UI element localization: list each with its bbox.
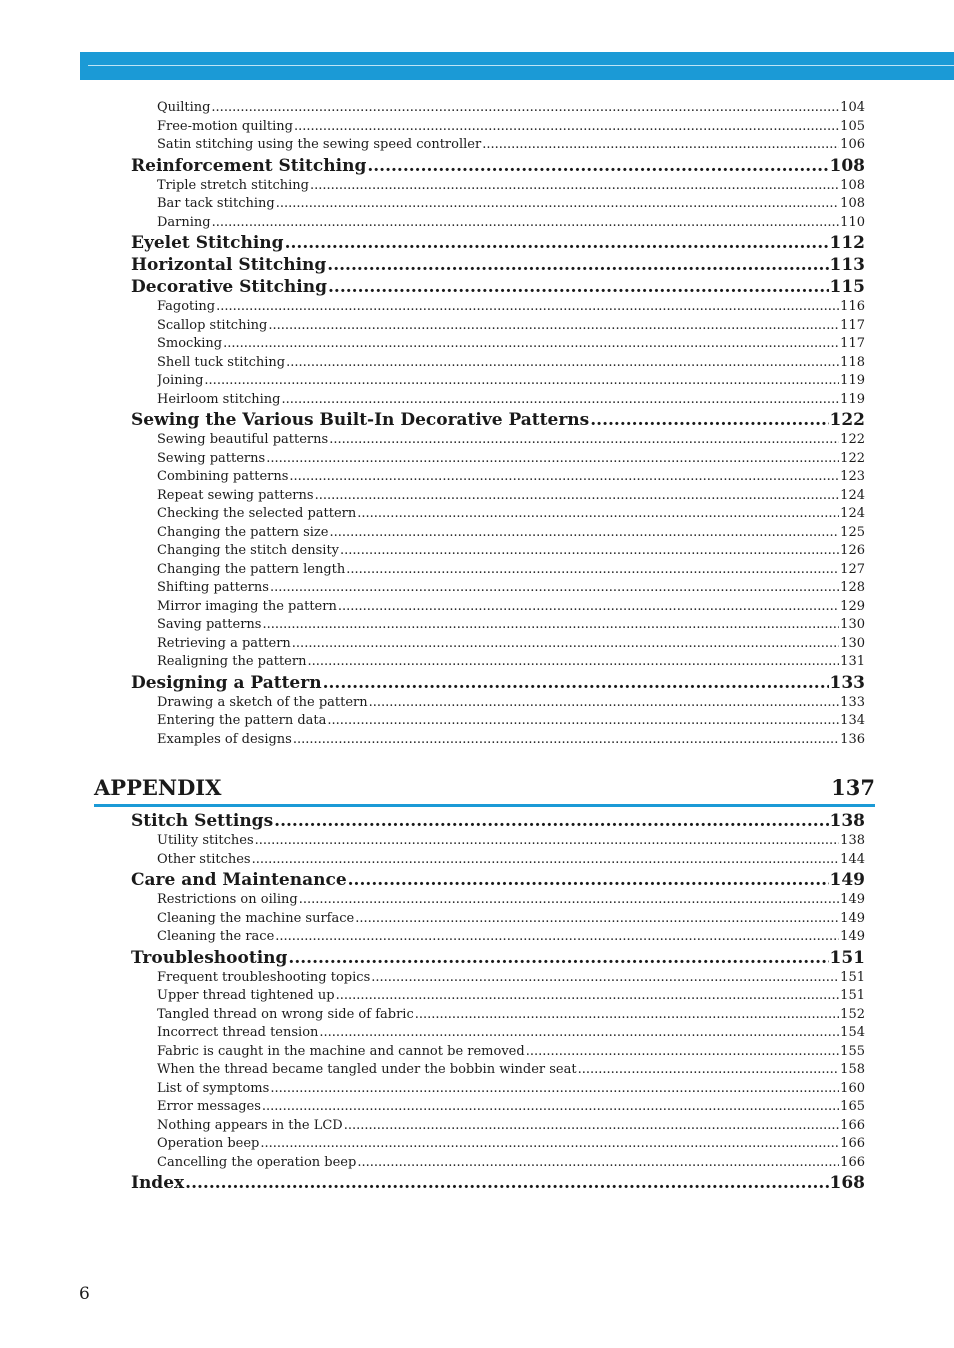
toc-entry-page: 127 xyxy=(840,561,865,577)
appendix-heading[interactable] xyxy=(94,770,875,807)
toc-entry-page: 149 xyxy=(840,892,865,907)
toc-entry-title: Eyelet Stitching xyxy=(131,233,284,253)
toc-leader-dots xyxy=(294,119,839,134)
toc-entry-page: 134 xyxy=(840,713,865,728)
toc-leader-dots xyxy=(310,178,839,193)
toc-entry[interactable] xyxy=(157,713,865,732)
toc-entry-title: Tangled thread on wrong side of fabric xyxy=(157,1006,414,1022)
toc-entry-title: Scallop stitching xyxy=(157,317,268,333)
header-band xyxy=(80,52,954,80)
toc-entry-title: Entering the pattern data xyxy=(157,713,327,728)
toc-leader-dots xyxy=(590,410,828,430)
toc-leader-dots xyxy=(355,911,839,926)
toc-entry-page: 151 xyxy=(840,969,865,985)
toc-leader-dots xyxy=(185,1173,828,1193)
toc-leader-dots xyxy=(344,1118,839,1133)
toc-entry[interactable] xyxy=(157,654,865,673)
toc-entry[interactable] xyxy=(157,451,865,470)
toc-chapter-entry[interactable] xyxy=(131,811,865,833)
toc-entry-page: 129 xyxy=(840,598,865,614)
toc-entry-page: 119 xyxy=(840,391,865,407)
toc-entry-page: 158 xyxy=(840,1062,865,1077)
toc-leader-dots xyxy=(367,156,828,176)
toc-entry[interactable] xyxy=(157,469,865,488)
toc-entry-title: Utility stitches xyxy=(157,833,254,848)
toc-entry-page: 116 xyxy=(840,299,865,314)
toc-entry-title: Realigning the pattern xyxy=(157,654,307,669)
toc-chapter-entry[interactable] xyxy=(131,233,865,255)
toc-entry-title: Repeat sewing patterns xyxy=(157,487,314,503)
toc-entry[interactable] xyxy=(157,1025,865,1044)
toc-leader-dots xyxy=(526,1044,839,1059)
toc-entry-title: Changing the pattern length xyxy=(157,561,346,577)
toc-leader-dots xyxy=(266,451,839,466)
toc-entry-title: Joining xyxy=(157,373,204,388)
toc-entry-page: 138 xyxy=(829,811,865,831)
toc-leader-dots xyxy=(357,1155,839,1170)
toc-entry[interactable] xyxy=(157,617,865,636)
toc-entry-page: 130 xyxy=(840,635,865,651)
toc-entry-page: 123 xyxy=(840,469,865,484)
toc-leader-dots xyxy=(260,1136,839,1151)
toc-entry-title: Error messages xyxy=(157,1099,261,1114)
toc-leader-dots xyxy=(328,277,829,297)
toc-entry-title: Horizontal Stitching xyxy=(131,255,327,275)
toc-leader-dots xyxy=(299,892,839,907)
toc-entry-title: Triple stretch stitching xyxy=(157,177,309,193)
toc-entry[interactable] xyxy=(157,525,865,544)
toc-leader-dots xyxy=(285,233,829,253)
toc-entry[interactable] xyxy=(157,119,865,138)
toc-leader-dots xyxy=(357,506,839,521)
toc-entry-page: 108 xyxy=(840,177,865,193)
toc-entry-page: 155 xyxy=(840,1043,865,1059)
toc-entry[interactable] xyxy=(157,336,865,355)
toc-entry-title: Upper thread tightened up xyxy=(157,988,335,1003)
toc-section-continued xyxy=(0,100,954,750)
toc-leader-dots xyxy=(270,1081,839,1096)
page-number: 6 xyxy=(79,1284,90,1304)
toc-leader-dots xyxy=(274,811,828,831)
toc-entry-page: 125 xyxy=(840,524,865,540)
toc-entry[interactable] xyxy=(157,562,865,581)
toc-entry-title: Index xyxy=(131,1173,185,1193)
toc-entry[interactable] xyxy=(157,1044,865,1063)
toc-entry-page: 110 xyxy=(840,214,865,230)
toc-entry-page: 149 xyxy=(829,870,865,890)
toc-entry[interactable] xyxy=(157,1099,865,1118)
toc-entry-page: 122 xyxy=(840,432,865,447)
toc-entry[interactable] xyxy=(157,599,865,618)
toc-leader-dots xyxy=(340,543,839,558)
toc-leader-dots xyxy=(211,100,839,115)
toc-entry[interactable] xyxy=(157,988,865,1007)
toc-entry[interactable] xyxy=(157,833,865,852)
header-band-stripe xyxy=(88,65,954,66)
toc-leader-dots xyxy=(255,833,840,848)
toc-leader-dots xyxy=(289,469,839,484)
toc-entry-title: Sewing the Various Built-In Decorative Patterns xyxy=(131,410,590,430)
toc-entry[interactable] xyxy=(157,137,865,156)
toc-entry[interactable] xyxy=(157,1155,865,1174)
toc-leader-dots xyxy=(371,970,839,985)
toc-entry-title: Examples of designs xyxy=(157,731,292,747)
toc-leader-dots xyxy=(288,948,828,968)
toc-leader-dots xyxy=(204,373,839,388)
toc-leader-dots xyxy=(338,599,839,614)
toc-entry-title: Darning xyxy=(157,214,211,230)
toc-entry[interactable] xyxy=(157,732,865,751)
toc-entry-title: Shell tuck stitching xyxy=(157,354,286,370)
toc-entry-title: List of symptoms xyxy=(157,1080,270,1096)
toc-entry[interactable] xyxy=(157,911,865,930)
toc-entry-page: 166 xyxy=(840,1136,865,1151)
toc-entry-title: Retrieving a pattern xyxy=(157,635,291,651)
toc-entry[interactable] xyxy=(157,1062,865,1081)
toc-leader-dots xyxy=(336,988,840,1003)
toc-entry-title: Bar tack stitching xyxy=(157,196,275,211)
toc-leader-dots xyxy=(268,318,839,333)
toc-chapter-entry[interactable] xyxy=(131,870,865,892)
toc-leader-dots xyxy=(262,1099,839,1114)
toc-entry-page: 124 xyxy=(840,487,865,503)
toc-entry-title: Reinforcement Stitching xyxy=(131,155,367,176)
toc-entry[interactable] xyxy=(157,373,865,392)
toc-entry-page: 130 xyxy=(840,617,865,632)
toc-entry[interactable] xyxy=(157,215,865,234)
toc-chapter-entry[interactable] xyxy=(131,255,865,277)
toc-leader-dots xyxy=(212,215,840,230)
toc-entry-title: Frequent troubleshooting topics xyxy=(157,969,371,985)
toc-entry[interactable] xyxy=(157,1007,865,1026)
toc-entry-page: 112 xyxy=(829,233,865,253)
toc-entry[interactable] xyxy=(157,299,865,318)
appendix-page: 137 xyxy=(831,774,875,800)
toc-entry-title: Sewing patterns xyxy=(157,450,266,466)
toc-entry-title: Drawing a sketch of the pattern xyxy=(157,694,368,710)
toc-leader-dots xyxy=(275,929,839,944)
toc-entry-title: Free-motion quilting xyxy=(157,118,293,134)
toc-entry[interactable] xyxy=(157,929,865,948)
toc-leader-dots xyxy=(292,636,839,651)
toc-entry-page: 138 xyxy=(840,833,865,848)
toc-entry-title: Care and Maintenance xyxy=(131,870,347,890)
toc-entry-title: Cancelling the operation beep xyxy=(157,1154,357,1170)
toc-leader-dots xyxy=(329,432,839,447)
toc-leader-dots xyxy=(262,617,839,632)
toc-entry-page: 122 xyxy=(840,450,865,466)
toc-entry-page: 149 xyxy=(840,910,865,926)
toc-entry-page: 108 xyxy=(829,155,865,176)
toc-entry-page: 166 xyxy=(840,1154,865,1170)
toc-entry[interactable] xyxy=(157,100,865,119)
toc-entry[interactable] xyxy=(157,970,865,989)
toc-entry-title: Cleaning the race xyxy=(157,929,275,944)
toc-entry-page: 122 xyxy=(829,410,865,430)
toc-entry-title: Designing a Pattern xyxy=(131,672,322,693)
toc-entry[interactable] xyxy=(157,432,865,451)
toc-leader-dots xyxy=(281,392,839,407)
toc-entry-title: Mirror imaging the pattern xyxy=(157,598,337,614)
toc-entry[interactable] xyxy=(157,636,865,655)
toc-section-appendix xyxy=(0,811,954,1195)
toc-entry[interactable] xyxy=(157,695,865,714)
toc-entry-title: Fagoting xyxy=(157,299,216,314)
toc-entry-title: Nothing appears in the LCD xyxy=(157,1117,343,1133)
toc-leader-dots xyxy=(276,196,839,211)
toc-entry-title: Shifting patterns xyxy=(157,580,269,595)
toc-entry-page: 165 xyxy=(840,1099,865,1114)
toc-entry-page: 117 xyxy=(840,336,865,351)
toc-entry[interactable] xyxy=(157,506,865,525)
toc-entry-title: Changing the stitch density xyxy=(157,543,340,558)
toc-entry-page: 151 xyxy=(840,988,865,1003)
toc-leader-dots xyxy=(346,562,839,577)
toc-entry-page: 136 xyxy=(840,731,865,747)
toc-entry-title: Decorative Stitching xyxy=(131,277,327,297)
toc-entry[interactable] xyxy=(157,580,865,599)
toc-entry-title: Satin stitching using the sewing speed controller xyxy=(157,137,482,152)
toc-leader-dots xyxy=(315,488,840,503)
toc-leader-dots xyxy=(293,732,839,747)
toc-entry-page: 105 xyxy=(840,118,865,134)
toc-entry[interactable] xyxy=(157,1081,865,1100)
toc-entry-page: 133 xyxy=(840,694,865,710)
toc-leader-dots xyxy=(369,695,840,710)
toc-entry-page: 118 xyxy=(840,354,865,370)
toc-entry-title: Stitch Settings xyxy=(131,811,274,831)
toc-entry-title: Quilting xyxy=(157,100,211,115)
toc-entry-page: 149 xyxy=(840,929,865,944)
toc-entry[interactable] xyxy=(157,488,865,507)
toc-leader-dots xyxy=(329,525,839,540)
toc-entry-page: 108 xyxy=(840,196,865,211)
toc-leader-dots xyxy=(323,673,829,693)
toc-entry[interactable] xyxy=(157,318,865,337)
toc-entry-title: Checking the selected pattern xyxy=(157,506,357,521)
toc-entry-title: Other stitches xyxy=(157,851,251,867)
toc-entry-page: 104 xyxy=(840,100,865,115)
toc-entry-page: 152 xyxy=(840,1006,865,1022)
toc-entry-page: 115 xyxy=(829,277,865,297)
toc-entry[interactable] xyxy=(157,392,865,411)
toc-leader-dots xyxy=(327,713,839,728)
toc-leader-dots xyxy=(415,1007,839,1022)
toc-entry[interactable] xyxy=(157,178,865,197)
toc-entry[interactable] xyxy=(157,852,865,871)
toc-entry-title: Restrictions on oiling xyxy=(157,892,298,907)
toc-leader-dots xyxy=(270,580,839,595)
toc-entry-title: Operation beep xyxy=(157,1136,260,1151)
toc-entry-page: 160 xyxy=(840,1080,865,1096)
toc-leader-dots xyxy=(327,255,828,275)
toc-entry-page: 154 xyxy=(840,1025,865,1040)
toc-entry-title: Combining patterns xyxy=(157,469,289,484)
toc-chapter-entry[interactable] xyxy=(131,948,865,970)
toc-entry-page: 151 xyxy=(829,947,865,968)
toc-leader-dots xyxy=(348,870,829,890)
toc-entry-title: Incorrect thread tension xyxy=(157,1025,319,1040)
toc-chapter-entry[interactable] xyxy=(131,277,865,299)
toc-leader-dots xyxy=(307,654,839,669)
toc-entry-page: 166 xyxy=(840,1117,865,1133)
toc-entry[interactable] xyxy=(157,355,865,374)
toc-leader-dots xyxy=(223,336,839,351)
toc-entry-page: 119 xyxy=(840,373,865,388)
toc-entry-title: Cleaning the machine surface xyxy=(157,910,355,926)
toc-entry-title: Changing the pattern size xyxy=(157,524,329,540)
toc-entry-page: 144 xyxy=(840,851,865,867)
toc-entry-page: 128 xyxy=(840,580,865,595)
toc-leader-dots xyxy=(252,852,840,867)
toc-entry-title: Smocking xyxy=(157,336,223,351)
toc-chapter-entry[interactable] xyxy=(131,1173,865,1195)
toc-entry[interactable] xyxy=(157,1136,865,1155)
toc-entry-title: When the thread became tangled under the bobbin winder seat xyxy=(157,1062,577,1077)
toc-entry[interactable] xyxy=(157,892,865,911)
toc-entry-page: 133 xyxy=(829,672,865,693)
toc-chapter-entry[interactable] xyxy=(131,410,865,432)
toc-entry[interactable] xyxy=(157,1118,865,1137)
toc-chapter-entry[interactable] xyxy=(131,156,865,178)
toc-entry-page: 131 xyxy=(840,654,865,669)
toc-leader-dots xyxy=(216,299,839,314)
toc-entry-title: Troubleshooting xyxy=(131,947,288,968)
toc-entry-page: 124 xyxy=(840,506,865,521)
toc-entry-page: 168 xyxy=(829,1173,865,1193)
toc-entry[interactable] xyxy=(157,543,865,562)
toc-entry-page: 106 xyxy=(840,137,865,152)
toc-leader-dots xyxy=(578,1062,840,1077)
toc-chapter-entry[interactable] xyxy=(131,673,865,695)
appendix-title: APPENDIX xyxy=(94,774,222,800)
toc-entry[interactable] xyxy=(157,196,865,215)
toc-leader-dots xyxy=(286,355,839,370)
toc-entry-title: Sewing beautiful patterns xyxy=(157,432,329,447)
toc-entry-page: 117 xyxy=(840,317,865,333)
toc-leader-dots xyxy=(319,1025,839,1040)
toc-entry-page: 113 xyxy=(829,255,865,275)
toc-entry-page: 126 xyxy=(840,543,865,558)
toc-entry-title: Heirloom stitching xyxy=(157,391,281,407)
toc-entry-title: Saving patterns xyxy=(157,617,262,632)
toc-leader-dots xyxy=(482,137,839,152)
toc-entry-title: Fabric is caught in the machine and cannot be removed xyxy=(157,1043,525,1059)
